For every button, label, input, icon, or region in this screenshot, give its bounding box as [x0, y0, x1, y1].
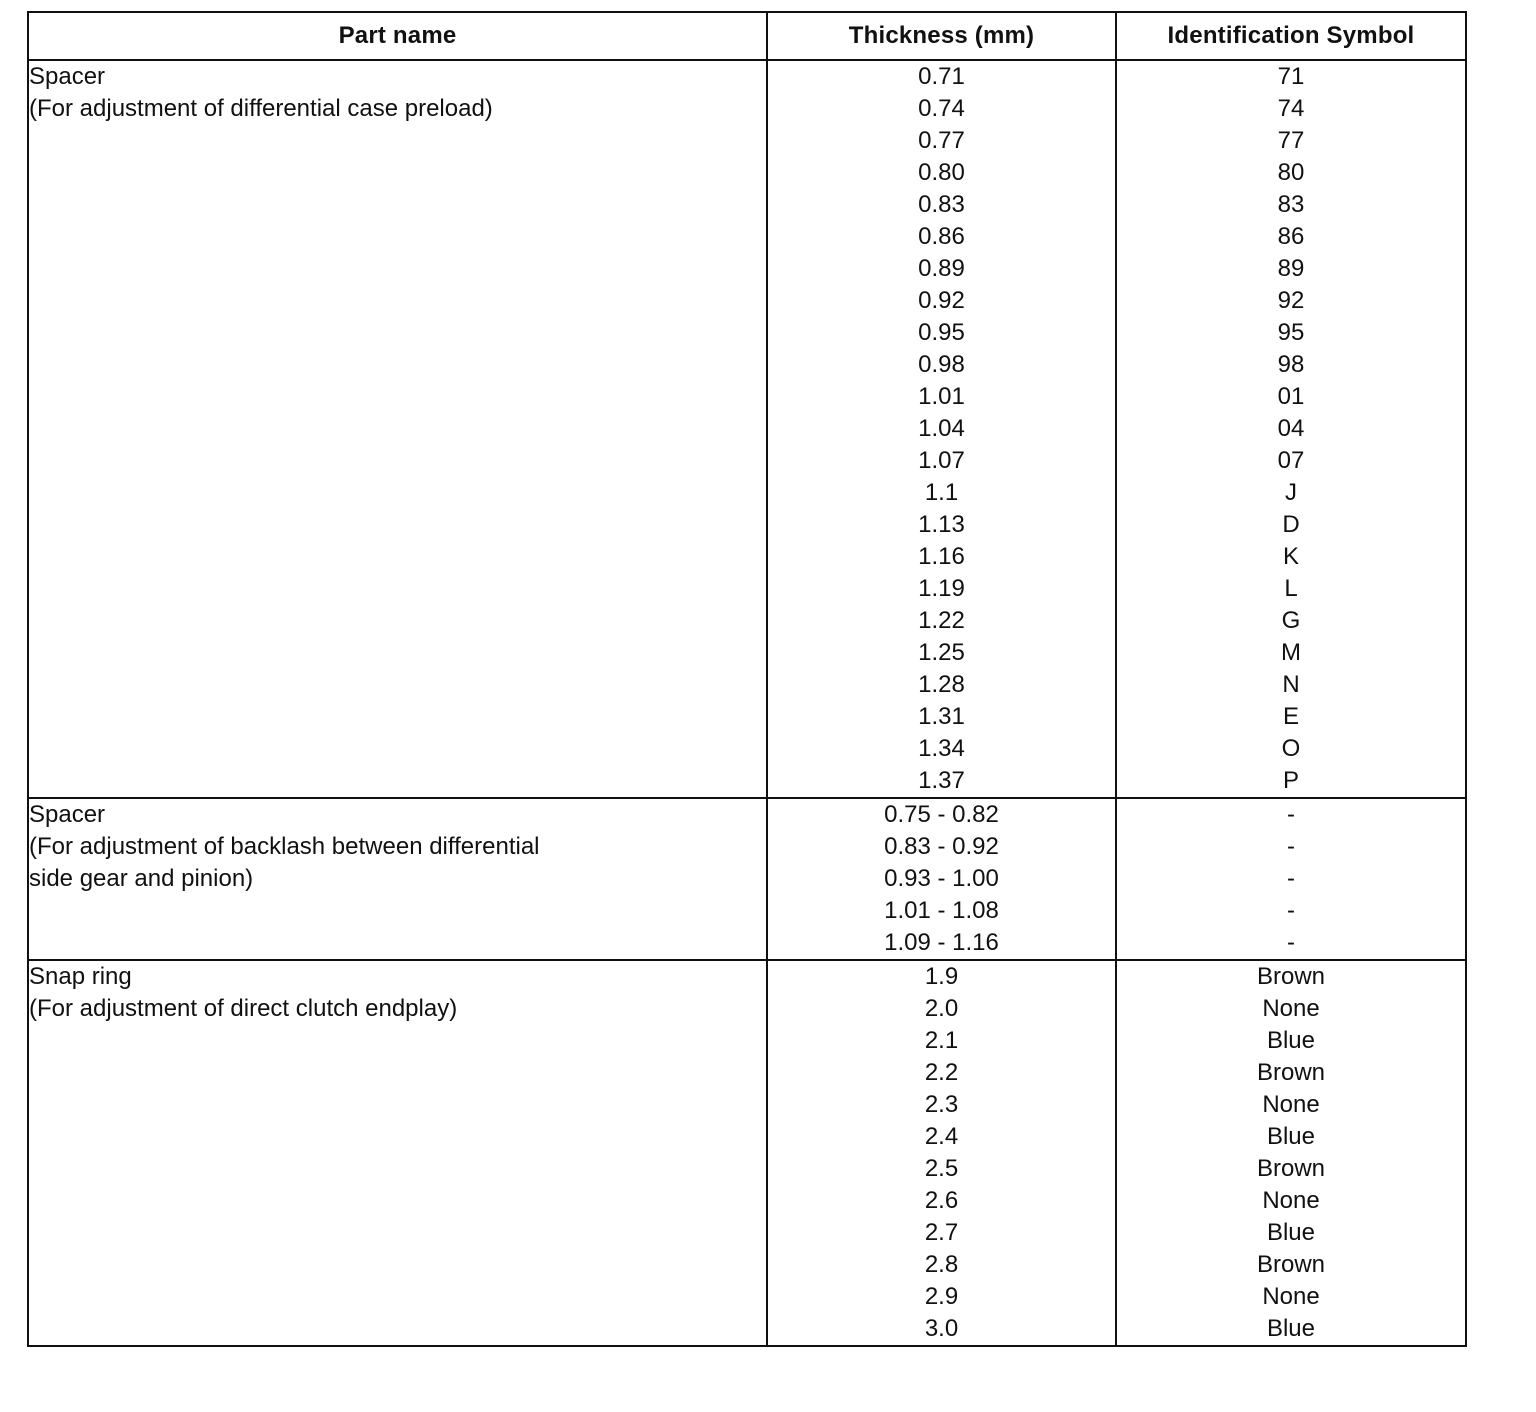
thickness-cell: [767, 798, 1116, 960]
identification-symbol-value: E: [1282, 703, 1299, 730]
identification-symbol-value: 80: [1277, 159, 1305, 186]
thickness-value: 0.95: [918, 319, 965, 346]
thickness-value: 0.83: [918, 191, 965, 218]
thickness-value: 2.7: [924, 1219, 959, 1246]
thickness-value: 2.1: [924, 1027, 959, 1054]
identification-symbol-cell: [1116, 60, 1466, 798]
thickness-value: 2.2: [924, 1059, 959, 1086]
part-name: Snap ring: [29, 963, 132, 990]
identification-symbol-value: None: [1262, 995, 1320, 1022]
part-description-line: (For adjustment of backlash between differential: [29, 833, 540, 860]
thickness-value: 2.3: [924, 1091, 959, 1118]
part-name-cell: [28, 960, 767, 1346]
table-row: [28, 60, 1466, 798]
identification-symbol-value: -: [1287, 801, 1295, 828]
identification-symbol-value: M: [1281, 639, 1301, 666]
identification-symbol-value: 77: [1277, 127, 1305, 154]
table-row: [28, 798, 1466, 960]
thickness-value: 0.71: [918, 63, 965, 90]
part-description-line: (For adjustment of differential case preload): [29, 95, 493, 122]
thickness-value: 1.13: [918, 511, 965, 538]
thickness-value: 0.77: [918, 127, 965, 154]
thickness-value: 0.93 - 1.00: [884, 865, 999, 892]
thickness-value: 1.34: [918, 735, 965, 762]
thickness-value: 1.01: [918, 383, 965, 410]
identification-symbol-value: 83: [1277, 191, 1305, 218]
thickness-cell: [767, 960, 1116, 1346]
thickness-value: 1.31: [918, 703, 965, 730]
identification-symbol-value: Blue: [1266, 1123, 1316, 1150]
identification-symbol-value: P: [1282, 767, 1299, 794]
thickness-value: 1.37: [918, 767, 965, 794]
thickness-value: 0.98: [918, 351, 965, 378]
part-description-line: side gear and pinion): [29, 865, 254, 892]
thickness-value: 0.74: [918, 95, 965, 122]
thickness-cell: [767, 60, 1116, 798]
identification-symbol-value: 98: [1277, 351, 1305, 378]
identification-symbol-value: 95: [1277, 319, 1305, 346]
thickness-value: 1.16: [918, 543, 965, 570]
thickness-value: 1.25: [918, 639, 965, 666]
thickness-value: 0.89: [918, 255, 965, 282]
parts-specification-table: [27, 11, 1467, 1347]
identification-symbol-value: Brown: [1256, 1251, 1326, 1278]
identification-symbol-value: Brown: [1256, 1155, 1326, 1182]
identification-symbol-value: D: [1282, 511, 1300, 538]
identification-symbol-value: 07: [1277, 447, 1305, 474]
identification-symbol-value: O: [1281, 735, 1301, 762]
identification-symbol-value: Brown: [1256, 1059, 1326, 1086]
identification-symbol-value: -: [1287, 833, 1295, 860]
identification-symbol-value: 89: [1277, 255, 1305, 282]
thickness-value: 1.01 - 1.08: [884, 897, 999, 924]
thickness-value: 0.86: [918, 223, 965, 250]
table-row: [28, 960, 1466, 1346]
thickness-value: 0.80: [918, 159, 965, 186]
identification-symbol-value: -: [1287, 929, 1295, 956]
thickness-value: 1.28: [918, 671, 965, 698]
identification-symbol-value: G: [1281, 607, 1301, 634]
thickness-value: 1.04: [918, 415, 965, 442]
thickness-value: 1.9: [924, 963, 959, 990]
header-row: [28, 12, 1466, 60]
identification-symbol-cell: [1116, 960, 1466, 1346]
identification-symbol-value: Brown: [1256, 963, 1326, 990]
part-name: Spacer: [29, 63, 106, 90]
identification-symbol-value: K: [1282, 543, 1299, 570]
thickness-value: 1.22: [918, 607, 965, 634]
identification-symbol-value: Blue: [1266, 1219, 1316, 1246]
identification-symbol-value: N: [1282, 671, 1300, 698]
thickness-value: 1.07: [918, 447, 965, 474]
thickness-value: 2.0: [924, 995, 959, 1022]
thickness-value: 0.75 - 0.82: [884, 801, 999, 828]
thickness-value: 1.1: [924, 479, 959, 506]
identification-symbol-value: -: [1287, 897, 1295, 924]
identification-symbol-value: 74: [1277, 95, 1305, 122]
thickness-value: 2.9: [924, 1283, 959, 1310]
thickness-value: 2.4: [924, 1123, 959, 1150]
identification-symbol-value: None: [1262, 1091, 1320, 1118]
thickness-value: 2.5: [924, 1155, 959, 1182]
identification-symbol-value: None: [1262, 1283, 1320, 1310]
thickness-value: 3.0: [924, 1315, 959, 1342]
thickness-value: 2.6: [924, 1187, 959, 1214]
thickness-value: 0.92: [918, 287, 965, 314]
identification-symbol-value: -: [1287, 865, 1295, 892]
identification-symbol-value: 04: [1277, 415, 1305, 442]
header-thickness: Thickness (mm): [767, 12, 1116, 60]
part-name: Spacer: [29, 801, 106, 828]
header-identification-symbol: Identification Symbol: [1116, 12, 1466, 60]
thickness-value: 0.83 - 0.92: [884, 833, 999, 860]
identification-symbol-value: 01: [1277, 383, 1305, 410]
thickness-value: 1.09 - 1.16: [884, 929, 999, 956]
part-name-cell: [28, 60, 767, 798]
thickness-value: 2.8: [924, 1251, 959, 1278]
identification-symbol-cell: [1116, 798, 1466, 960]
header-part-name: Part name: [28, 12, 767, 60]
identification-symbol-value: Blue: [1266, 1315, 1316, 1342]
identification-symbol-value: J: [1285, 479, 1297, 506]
identification-symbol-value: 92: [1277, 287, 1305, 314]
identification-symbol-value: None: [1262, 1187, 1320, 1214]
part-name-cell: [28, 798, 767, 960]
part-description-line: (For adjustment of direct clutch endplay): [29, 995, 458, 1022]
thickness-value: 1.19: [918, 575, 965, 602]
identification-symbol-value: 71: [1277, 63, 1305, 90]
identification-symbol-value: 86: [1277, 223, 1305, 250]
identification-symbol-value: Blue: [1266, 1027, 1316, 1054]
identification-symbol-value: L: [1284, 575, 1298, 602]
